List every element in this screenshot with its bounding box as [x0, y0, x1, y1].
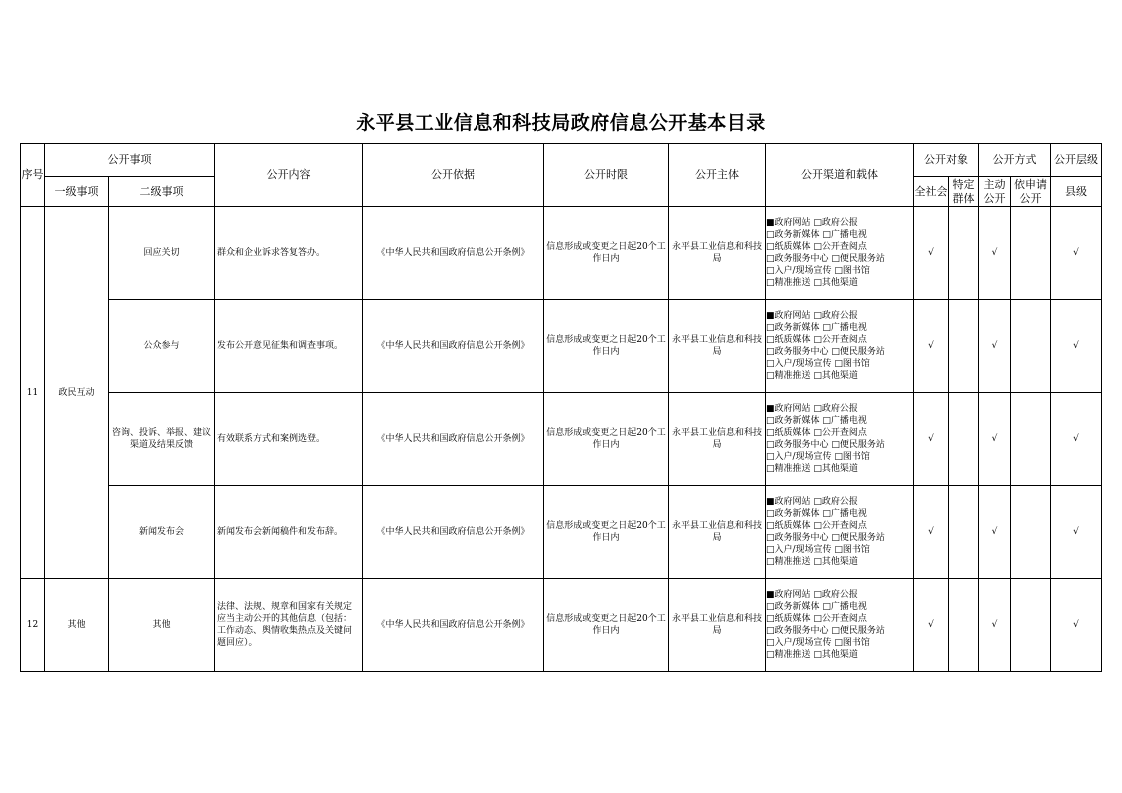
content-cell: 法律、法规、规章和国家有关规定应当主动公开的其他信息（包括：工作动态、舆情收集热点及关键问题回应）。: [215, 579, 363, 672]
subject-header: 公开主体: [669, 144, 766, 207]
channel-option-line: □精准推送 □其他渠道: [766, 557, 858, 567]
target-specific-header: 特定群体: [949, 177, 979, 207]
target-specific-check: [949, 579, 979, 672]
basis-cell: 《中华人民共和国政府信息公开条例》: [363, 579, 544, 672]
subject-cell: 永平县工业信息和科技局: [669, 486, 766, 579]
deadline-cell: 信息形成或变更之日起20个工作日内: [544, 300, 669, 393]
level1-cell: 其他: [45, 579, 109, 672]
channel-option-line: □政务新媒体 □广播电视: [766, 323, 867, 333]
method-active-header: 主动公开: [979, 177, 1011, 207]
table-row: [21, 393, 1102, 486]
deadline-header: 公开时限: [544, 144, 669, 207]
target-specific-check: [949, 207, 979, 300]
seq-header: 序号: [21, 144, 45, 207]
channel-list: [766, 217, 885, 289]
method-request-check: [1011, 207, 1051, 300]
disclosure-catalog-table: [20, 143, 1102, 672]
level2-cell: 咨询、投诉、举报、建议渠道及结果反馈: [109, 393, 215, 486]
channel-option-line: □政务服务中心 □便民服务站: [766, 440, 885, 450]
channel-option-line: □纸质媒体 □公开查阅点: [766, 521, 867, 531]
target-header: 公开对象: [914, 144, 979, 177]
method-request-check: [1011, 486, 1051, 579]
channel-option-line: □纸质媒体 □公开查阅点: [766, 614, 867, 624]
table-row: [21, 300, 1102, 393]
channel-cell: [766, 300, 914, 393]
channel-list: [766, 496, 885, 568]
target-all-check: √: [914, 579, 949, 672]
table-row: [21, 579, 1102, 672]
deadline-cell: 信息形成或变更之日起20个工作日内: [544, 207, 669, 300]
channel-option-line: □政务新媒体 □广播电视: [766, 602, 867, 612]
method-request-check: [1011, 579, 1051, 672]
target-specific-check: [949, 300, 979, 393]
target-specific-check: [949, 393, 979, 486]
channel-option-line: □精准推送 □其他渠道: [766, 650, 858, 660]
channel-list: [766, 403, 885, 475]
channel-option-line: □入户/现场宣传 □图书馆: [766, 266, 870, 276]
layer-county-check: √: [1051, 300, 1102, 393]
basis-header: 公开依据: [363, 144, 544, 207]
channel-header: 公开渠道和载体: [766, 144, 914, 207]
item-header: 公开事项: [45, 144, 215, 177]
method-request-check: [1011, 300, 1051, 393]
channel-option-line: □纸质媒体 □公开查阅点: [766, 335, 867, 345]
channel-option-line: □政务新媒体 □广播电视: [766, 230, 867, 240]
channel-option-line: □精准推送 □其他渠道: [766, 464, 858, 474]
basis-cell: 《中华人民共和国政府信息公开条例》: [363, 300, 544, 393]
channel-option-line: □入户/现场宣传 □图书馆: [766, 359, 870, 369]
target-specific-check: [949, 486, 979, 579]
channel-cell: [766, 486, 914, 579]
channel-option-line: □精准推送 □其他渠道: [766, 278, 858, 288]
channel-option-line: □精准推送 □其他渠道: [766, 371, 858, 381]
method-request-check: [1011, 393, 1051, 486]
level1-header: 一级事项: [45, 177, 109, 207]
deadline-cell: 信息形成或变更之日起20个工作日内: [544, 393, 669, 486]
layer-county-check: √: [1051, 207, 1102, 300]
page-title: 永平县工业信息和科技局政府信息公开基本目录: [356, 112, 766, 134]
subject-cell: 永平县工业信息和科技局: [669, 300, 766, 393]
content-cell: 群众和企业诉求答复答办。: [215, 207, 363, 300]
level1-cell: 政民互动: [45, 207, 109, 579]
level2-cell: 新闻发布会: [109, 486, 215, 579]
method-active-check: √: [979, 300, 1011, 393]
layer-county-header: 县级: [1051, 177, 1102, 207]
subject-cell: 永平县工业信息和科技局: [669, 207, 766, 300]
target-all-check: √: [914, 393, 949, 486]
channel-option-line: □政务新媒体 □广播电视: [766, 509, 867, 519]
layer-county-check: √: [1051, 486, 1102, 579]
channel-option-line: ■政府网站 □政府公报: [766, 404, 858, 414]
basis-cell: 《中华人民共和国政府信息公开条例》: [363, 486, 544, 579]
channel-option-line: ■政府网站 □政府公报: [766, 311, 858, 321]
method-active-check: √: [979, 486, 1011, 579]
method-active-check: √: [979, 579, 1011, 672]
basis-cell: 《中华人民共和国政府信息公开条例》: [363, 393, 544, 486]
channel-option-line: □纸质媒体 □公开查阅点: [766, 428, 867, 438]
channel-option-line: ■政府网站 □政府公报: [766, 497, 858, 507]
channel-option-line: □入户/现场宣传 □图书馆: [766, 545, 870, 555]
content-cell: 有效联系方式和案例选登。: [215, 393, 363, 486]
channel-list: [766, 589, 885, 661]
table-row: [21, 486, 1102, 579]
channel-option-line: ■政府网站 □政府公报: [766, 218, 858, 228]
table-row: [21, 207, 1102, 300]
channel-option-line: □入户/现场宣传 □图书馆: [766, 638, 870, 648]
content-header: 公开内容: [215, 144, 363, 207]
channel-cell: [766, 393, 914, 486]
channel-option-line: □政务服务中心 □便民服务站: [766, 254, 885, 264]
channel-option-line: □政务新媒体 □广播电视: [766, 416, 867, 426]
level2-cell: 其他: [109, 579, 215, 672]
level2-cell: 回应关切: [109, 207, 215, 300]
subject-cell: 永平县工业信息和科技局: [669, 393, 766, 486]
channel-option-line: □纸质媒体 □公开查阅点: [766, 242, 867, 252]
method-header: 公开方式: [979, 144, 1051, 177]
layer-county-check: √: [1051, 393, 1102, 486]
seq-cell: 11: [21, 207, 45, 579]
basis-cell: 《中华人民共和国政府信息公开条例》: [363, 207, 544, 300]
content-cell: 发布公开意见征集和调查事项。: [215, 300, 363, 393]
content-cell: 新闻发布会新闻稿件和发布辞。: [215, 486, 363, 579]
layer-header: 公开层级: [1051, 144, 1102, 177]
channel-option-line: □政务服务中心 □便民服务站: [766, 533, 885, 543]
target-all-header: 全社会: [914, 177, 949, 207]
channel-option-line: □政务服务中心 □便民服务站: [766, 626, 885, 636]
target-all-check: √: [914, 300, 949, 393]
channel-option-line: □政务服务中心 □便民服务站: [766, 347, 885, 357]
layer-county-check: √: [1051, 579, 1102, 672]
subject-cell: 永平县工业信息和科技局: [669, 579, 766, 672]
level2-header: 二级事项: [109, 177, 215, 207]
channel-option-line: □入户/现场宣传 □图书馆: [766, 452, 870, 462]
channel-cell: [766, 207, 914, 300]
deadline-cell: 信息形成或变更之日起20个工作日内: [544, 486, 669, 579]
channel-option-line: ■政府网站 □政府公报: [766, 590, 858, 600]
seq-cell: 12: [21, 579, 45, 672]
method-active-check: √: [979, 207, 1011, 300]
deadline-cell: 信息形成或变更之日起20个工作日内: [544, 579, 669, 672]
level2-cell: 公众参与: [109, 300, 215, 393]
target-all-check: √: [914, 486, 949, 579]
target-all-check: √: [914, 207, 949, 300]
channel-list: [766, 310, 885, 382]
method-active-check: √: [979, 393, 1011, 486]
method-request-header: 依申请公开: [1011, 177, 1051, 207]
channel-cell: [766, 579, 914, 672]
header-row-1: [21, 144, 1102, 177]
